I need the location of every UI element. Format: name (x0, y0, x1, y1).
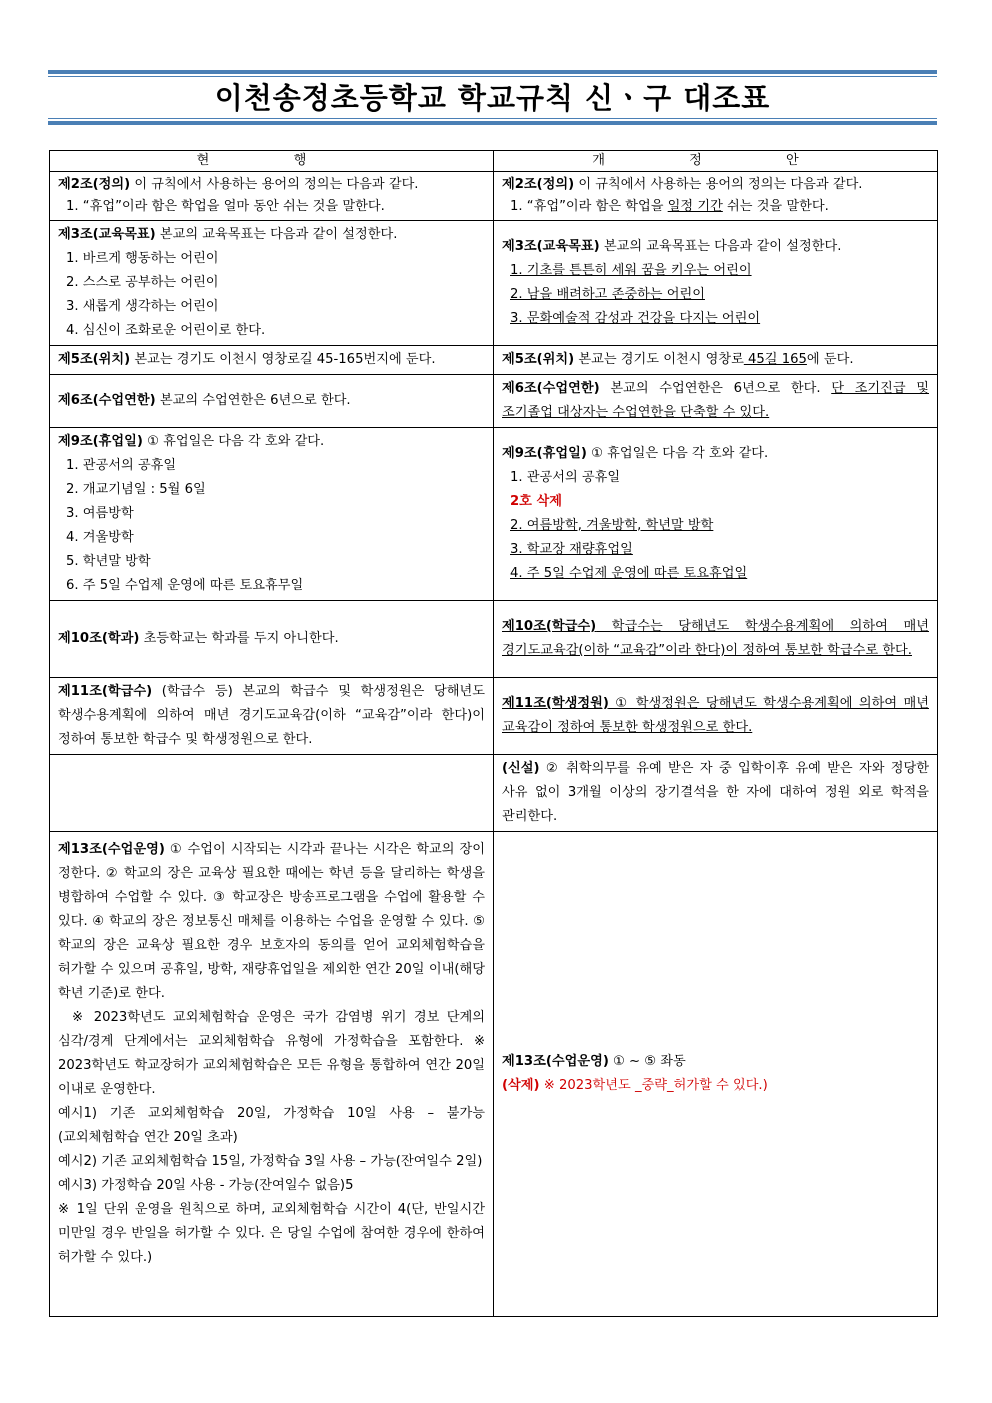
article-heading: 제3조(교육목표) (502, 239, 600, 254)
cell-current (50, 172, 494, 221)
row-article-9 (50, 428, 938, 601)
amended-list-item: 3. 학교장 재량휴업일 (510, 542, 633, 557)
row-article-11 (50, 678, 938, 755)
article-heading: 제3조(교육목표) (58, 227, 156, 242)
row-article-13 (50, 832, 938, 1317)
row-article-2 (50, 172, 938, 221)
amended-list-item: 4. 주 5일 수업제 운영에 따른 토요휴업일 (510, 566, 748, 581)
page-title: 이천송정초등학교 학교규칙 신ㆍ구 대조표 (214, 81, 771, 115)
cell-revised (494, 375, 938, 428)
row-article-10 (50, 601, 938, 678)
list-item: 6. 주 5일 수업제 운영에 따른 토요휴무일 (66, 578, 304, 593)
example-text: 예시2) 기존 교외체험학습 15일, 가정학습 3일 사용 – 가능(잔여일수 2일) (58, 1154, 483, 1169)
article-text: 본교는 경기도 이천시 영창로길 45-165번지에 둔다. (130, 352, 436, 367)
title-bottom-rule-thick (48, 121, 937, 125)
deleted-note (502, 1074, 929, 1098)
amended-list-item: 3. 문화예술적 감성과 건강을 다지는 어린이 (510, 311, 761, 326)
list-item: 1. 관공서의 공휴일 (510, 470, 621, 485)
article-text: 이 규칙에서 사용하는 용어의 정의는 다음과 같다. (574, 177, 863, 192)
list-item: 2. 스스로 공부하는 어린이 (66, 275, 219, 290)
article-heading: (신설) (502, 761, 540, 776)
article-text: ① 수업이 시작되는 시각과 끝나는 시각은 학교의 장이 정한다. ② 학교의 장은 교육상 필요한 때에는 학년 등을 달리하는 학생을 병합하여 수업할 수 있다. ③ 학교장은 방송프로그램을 수업에 활용할 수 있다. ④ 학교의 장은 정보통신 매체를 이용하는 수업을 운영할 수 있다. ⑤ 학교의 장은 교육상 필요한 경우 보호자의 동의를 얻어 교외체험학습을 허가할 수 있으며 공휴일, 방학, 재량휴업일을 제외한 연간 20일 이내(해당 학년 기준)로 한다. (58, 842, 485, 1001)
article-heading: 제6조(수업연한) (58, 393, 156, 408)
article-heading: 제13조(수업운영) (58, 842, 165, 857)
row-article-5 (50, 346, 938, 375)
example-text: 예시3) 가정학습 20일 사용 - 가능(잔여일수 없음)5 (58, 1178, 354, 1193)
article-heading: 제5조(위치) (58, 352, 131, 367)
cell-revised (494, 678, 938, 755)
article-heading: 제11조(학급수) (58, 684, 153, 699)
article-text: 본교의 교육목표는 다음과 같이 설정한다. (599, 239, 842, 254)
deleted-label: (삭제) (502, 1078, 540, 1093)
article-text: 본교는 경기도 이천시 영창로 (574, 352, 744, 367)
row-article-6 (50, 375, 938, 428)
list-item (502, 196, 929, 218)
text-part: 1. “휴업”이라 함은 학업을 (510, 199, 668, 214)
cell-revised (494, 428, 938, 601)
cell-current (50, 678, 494, 755)
title-bottom-rule-thin (48, 118, 937, 119)
list-item: 3. 새롭게 생각하는 어린이 (66, 299, 219, 314)
article-text: 에 둔다. (806, 352, 854, 367)
article-heading: 제10조(학급수) (502, 619, 597, 634)
cell-revised (494, 601, 938, 678)
article-heading: 제5조(위치) (502, 352, 575, 367)
article-heading: 제11조(학생정원) (502, 696, 609, 711)
deleted-text: ※ 2023학년도 _중략_허가할 수 있다.) (539, 1078, 768, 1093)
article-text: 본교의 수업연한은 6년으로 한다. (599, 381, 832, 396)
amended-list-item: 2. 남을 배려하고 존중하는 어린이 (510, 287, 705, 302)
title-top-rule-thick (48, 70, 937, 74)
list-item: 5. 학년말 방학 (66, 554, 151, 569)
header-current: 현 행 (50, 151, 494, 172)
amended-text: ① 학생정원은 당해년도 학생수용계획에 의하여 매년 교육감이 정하여 통보한 학생정원으로 한다. (502, 696, 929, 735)
text-part: 쉬는 것을 말한다. (722, 199, 829, 214)
article-text: ① ~ ⑤ 좌동 (608, 1054, 686, 1069)
article-heading: 제6조(수업연한) (502, 381, 600, 396)
article-heading: 제13조(수업운영) (502, 1054, 609, 1069)
list-item: 4. 심신이 조화로운 어린이로 한다. (66, 323, 266, 338)
cell-current (50, 375, 494, 428)
article-text: ① 휴업일은 다음 각 호와 같다. (586, 446, 769, 461)
article-heading: 제9조(휴업일) (502, 446, 587, 461)
article-text: 이 규칙에서 사용하는 용어의 정의는 다음과 같다. (130, 177, 419, 192)
article-text: (학급수 등) 본교의 학급수 및 학생정원은 당해년도 학생수용계획에 의하여 매년 경기도교육감(이하 “교육감”이라 한다)이 정하여 통보한 학급수 및 학생정원으로 한다. (58, 684, 485, 747)
header-revised: 개 정 안 (494, 151, 938, 172)
amended-text: 단 조기진급 및 조기졸업 대상자는 수업연한을 단축할 수 있다. (502, 381, 929, 420)
list-item: 1. 관공서의 공휴일 (66, 458, 177, 473)
list-item: 2. 개교기념일 : 5월 6일 (66, 482, 206, 497)
list-item: 4. 겨울방학 (66, 530, 134, 545)
article-text: 초등학교는 학과를 두지 아니한다. (139, 631, 339, 646)
list-item: 1. “휴업”이라 함은 학업을 얼마 동안 쉬는 것을 말한다. (66, 199, 385, 214)
article-heading: 제2조(정의) (58, 177, 131, 192)
article-heading: 제9조(휴업일) (58, 434, 143, 449)
cell-revised (494, 755, 938, 832)
article-text: 본교의 수업연한은 6년으로 한다. (155, 393, 351, 408)
list-item: 3. 여름방학 (66, 506, 134, 521)
deleted-item-note: 2호 삭제 (510, 494, 562, 509)
amended-text: 45길 165 (743, 352, 807, 367)
article-text: ② 취학의무를 유예 받은 자 중 입학이후 유예 받은 자와 정당한 사유 없이 3개월 이상의 장기결석을 한 자에 대하여 정원 외로 학적을 관리한다. (502, 761, 929, 824)
cell-current-empty (50, 755, 494, 832)
row-new-clause (50, 755, 938, 832)
cell-revised (494, 346, 938, 375)
cell-revised (494, 221, 938, 346)
article-text: ① 휴업일은 다음 각 호와 같다. (142, 434, 325, 449)
notice-text: ※ 2023학년도 교외체험학습 운영은 국가 감염병 위기 경보 단계의 심각/경계 단계에서는 교외체험학습 유형에 가정학습을 포함한다. ※ 2023학년도 학교장허가 교외체험학습은 모든 유형을 통합하여 연간 20일 이내로 운영한다. (58, 1010, 485, 1097)
notice-text: ※ 1일 단위 운영을 원칙으로 하며, 교외체험학습 시간이 4(단, 반일시간 미만일 경우 반일을 허가할 수 있다. 은 당일 수업에 참여한 경우에 한하여 허가할 수 있다.) (58, 1202, 485, 1265)
comparison-table (49, 150, 938, 1317)
amended-text: 학급수는 당해년도 학생수용계획에 의하여 매년 경기도교육감(이하 “교육감”이라 한다)이 정하여 통보한 학급수로 한다. (502, 619, 929, 658)
header-row (50, 151, 938, 172)
list-item: 1. 바르게 행동하는 어린이 (66, 251, 219, 266)
row-article-3 (50, 221, 938, 346)
amended-list-item: 2. 여름방학, 겨울방학, 학년말 방학 (510, 518, 714, 533)
article-text: 본교의 교육목표는 다음과 같이 설정한다. (155, 227, 398, 242)
example-text: 예시1) 기존 교외체험학습 20일, 가정학습 10일 사용 – 불가능(교외체험학습 연간 20일 초과) (58, 1106, 485, 1145)
cell-current (50, 346, 494, 375)
amended-list-item: 1. 기초를 튼튼히 세워 꿈을 키우는 어린이 (510, 263, 752, 278)
cell-current (50, 832, 494, 1317)
cell-current (50, 601, 494, 678)
article-heading: 제10조(학과) (58, 631, 140, 646)
article-heading: 제2조(정의) (502, 177, 575, 192)
cell-revised (494, 832, 938, 1317)
cell-revised (494, 172, 938, 221)
amended-text: 일정 기간 (667, 199, 723, 214)
cell-current (50, 221, 494, 346)
cell-current (50, 428, 494, 601)
